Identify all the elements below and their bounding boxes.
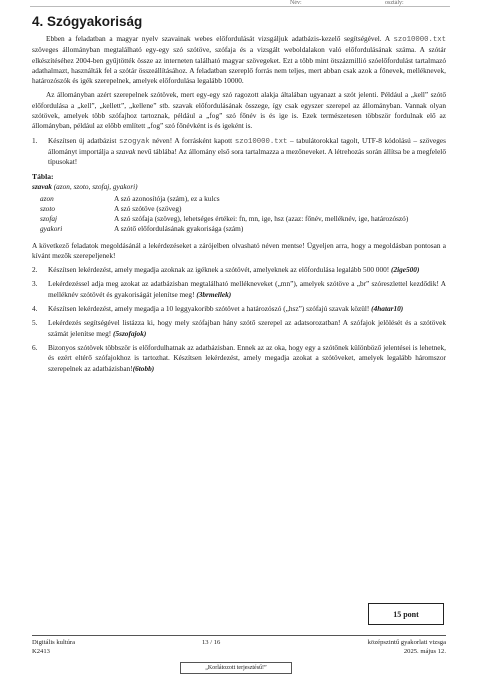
task-2: 2. Készítsen lekérdezést, amely megadja azoknak az igéknek a szótövét, amelyeknek az előfordulása legalább 500 000! (2ige500) [32, 265, 420, 275]
table-name: szavak [116, 146, 136, 156]
query-name: (5szofajok) [113, 328, 147, 338]
field-row: azon A szó azonosítója (szám), ez a kulcs [40, 193, 220, 203]
field-description-table [40, 194, 414, 234]
footer-page-number: 13 / 16 [202, 639, 221, 646]
task-1: 1. Készítsen új adatbázist szogyak néven! A forrásként kapott szo10000.txt – tabulátorokkal tagolt, UTF-8 kódolású – szöveges állományt importálja a szavak nevű táblába! Az állomány első sora tartalmazza a mezőneveket. A létrehozás során állítsa be a megfelelő típusokat! [32, 135, 446, 167]
distribution-stamp: „Korlátozott terjesztésű!” [180, 662, 292, 674]
footer-code: K2413 [32, 647, 50, 655]
instruction-paragraph: A következő feladatok megoldásánál a lekérdezéseket a zárójelben olvasható néven mentse! Ügyeljen arra, hogy a megoldásban pontosan a kívánt mezők szerepeljenek! [32, 240, 446, 260]
table-schema: szavak (azon, szoto, szofaj, gyakori) [32, 181, 138, 191]
intro-paragraph-2: Az állományban azért szerepelnek szótövek, mert egy-egy szó ragozott alakja általában ugyanazt a szót jelenti. Például a „kell” szótő előfordulása a „kell”, „kellett”, „kellene” stb. szavak előfordulásának összege, így csak egyszer szerepel az állományban. Vannak olyan szótövek, amelyek több szófajhoz tartoznak, például a „fog” szó főnév is és ige is. Ezek természetesen többször fordulnak elő az állományban, például az előbb említett „fog” szó főnévként is és igeként is. [32, 90, 446, 131]
intro-paragraph-1: Ebben a feladatban a magyar nyelv szavainak webes előfordulását vizsgáljuk adatbázis-kezelő segítségével. A szo10000.txt szöveges állományban megtalálható egy-egy szó szótöve, szófaja és a vizsgált weboldalakon való előfordulásának száma. A szótár elkészítéséhez 2004-ben gyűjtötték össze az interneten található magyar szövegeket. Ezt a több mint ötszázmillió szóelőfordulást tartalmazó adathalmazt, használták fel a szótár összeállításához. A feladatban szereplő forrás nem teljes, mert abban csak azok a főnevek, melléknevek, határozószók és igék szerepelnek, amelyek előfordulása legalább 10000. [32, 34, 446, 86]
source-file-name: szo10000.txt [234, 137, 288, 146]
task-list-2 [32, 265, 446, 374]
footer-right [368, 639, 446, 656]
header-divider [30, 6, 450, 7]
task-3: 3. Lekérdezéssel adja meg azokat az adatbázisban megtalálható mellékneveket („mn”), amelyek szótöve a „br” szóreszlettel kezdődik! A melléknév szótövét és gyakoriságát jelenítse meg! (3brmellek) [32, 279, 446, 299]
field-row: gyakori A szótő előfordulásának gyakorisága (szám) [40, 223, 244, 233]
header-strip [0, 0, 480, 8]
page-footer [32, 635, 446, 655]
footer-left [32, 639, 75, 656]
class-label: osztály: [385, 0, 404, 6]
query-name: (3brmellek) [196, 289, 232, 299]
query-name: (2ige500) [391, 265, 420, 275]
footer-exam: középszintű gyakorlati vizsga [367, 639, 446, 646]
points-box: 15 pont [368, 603, 444, 625]
source-file-name: szo10000.txt [393, 36, 446, 44]
footer-subject: Digitális kultúra [32, 639, 76, 646]
field-row: szofaj A szó szófaja (szöveg), lehetséges értékei: fn, mn, ige, hsz (azaz: főnév, melléknév, ige, határozószó) [40, 213, 409, 223]
table-heading: Tábla: [32, 171, 54, 181]
footer-date: 2025. május 12. [403, 647, 446, 655]
database-name: szogyak [119, 137, 150, 146]
field-row: szoto A szó szótöve (szöveg) [40, 203, 182, 213]
task-5: 5. Lekérdezés segítségével listázza ki, hogy mely szófajban hány szótő szerepel az adatsorozatban! A szófajok jelölését és a szótövek számát jelenítse meg! (5szofajok) [32, 318, 446, 338]
task-4: 4. Készítsen lekérdezést, amely megadja a 10 leggyakoribb szótövet a határozószó („hsz”) szófajú szavak közül! (4hatar10) [32, 304, 404, 314]
query-name: (4hatar10) [371, 304, 404, 314]
query-name: (6tobb) [132, 363, 155, 373]
task-list-1 [32, 136, 446, 168]
document-page [32, 14, 446, 378]
section-title: 4. Szógyakoriság [32, 14, 143, 29]
task-6: 6. Bizonyos szótövek többször is előfordulhatnak az adatbázisban. Ennek az az oka, hogy egy a szótőnek különböző jelentései is lehetnek, és ezért eltérő szófajokhoz is tartozhat. Készítsen lekérdezést, amely megadja azokat a szótöveket, amelyek legalább háromszor szerepelnek az adatbázisban!(6tobb) [32, 342, 446, 373]
name-label: Név: [290, 0, 302, 6]
